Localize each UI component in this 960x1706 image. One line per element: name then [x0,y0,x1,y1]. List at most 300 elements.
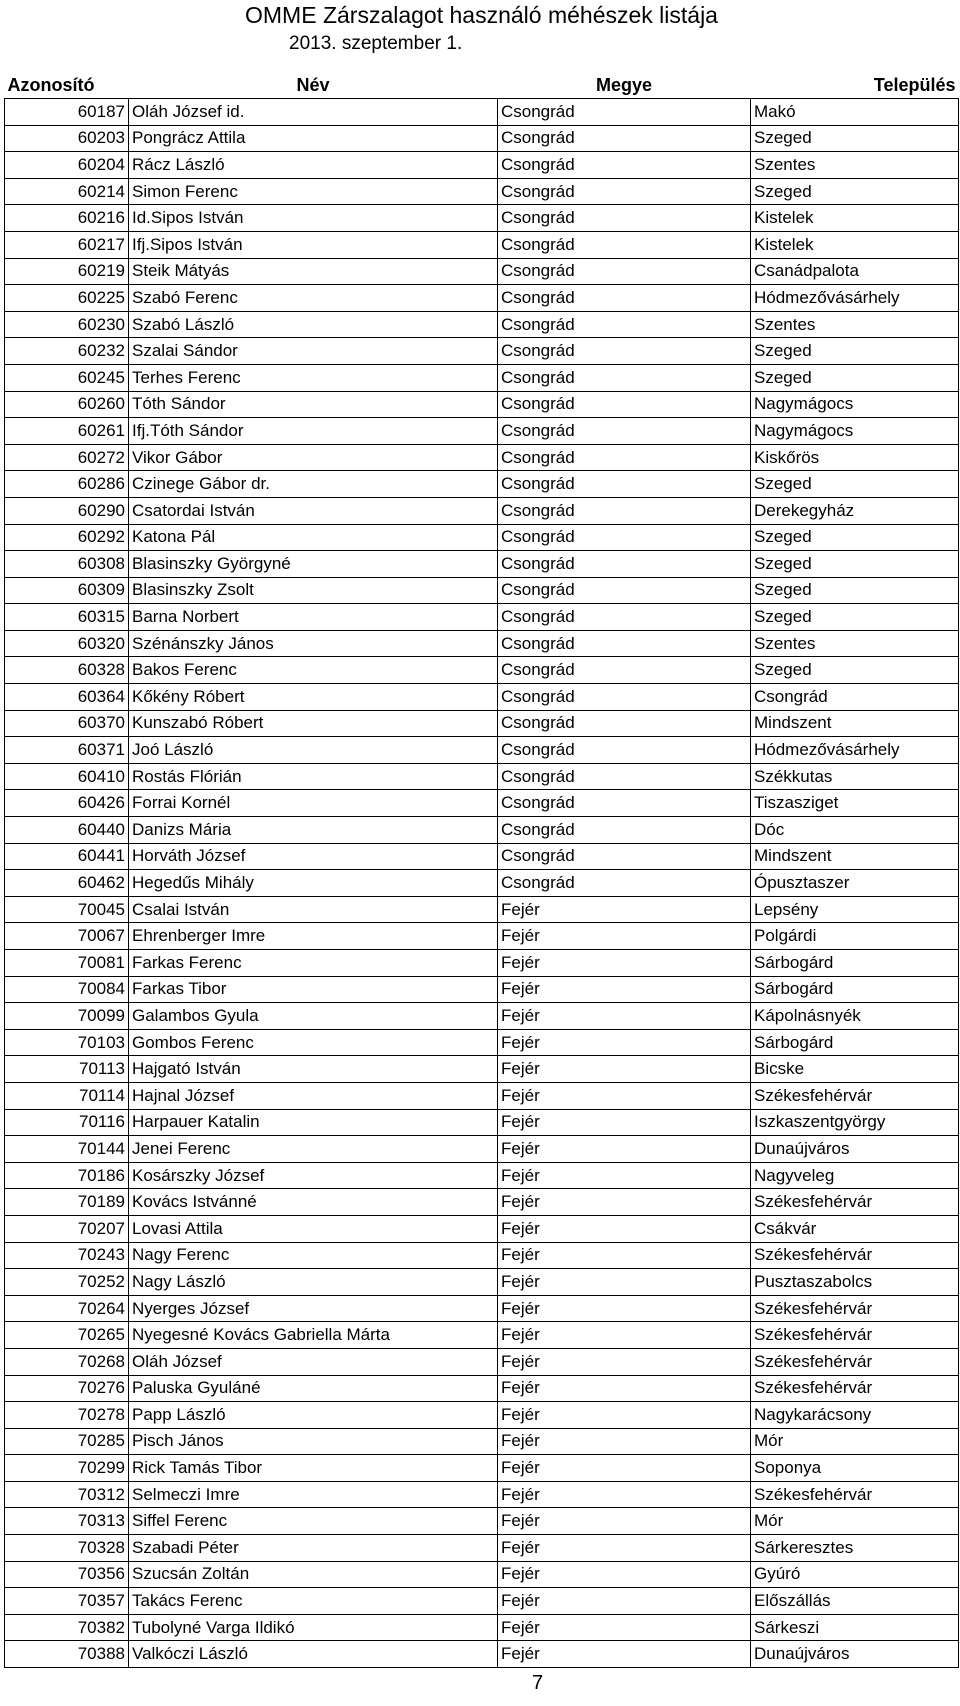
cell-town: Dóc [751,817,959,844]
cell-county: Fejér [498,1082,751,1109]
table-row [5,524,959,551]
cell-id: 60203 [5,125,129,152]
cell-town: Dunaújváros [751,1641,959,1668]
table-row [5,1162,959,1189]
cell-town: Előszállás [751,1588,959,1615]
cell-name: Rácz László [129,152,498,179]
cell-county: Csongrád [498,99,751,126]
cell-town: Székesfehérvár [751,1348,959,1375]
cell-id: 70081 [5,950,129,977]
cell-name: Takács Ferenc [129,1588,498,1615]
cell-id: 70313 [5,1508,129,1535]
table-row [5,1402,959,1429]
cell-county: Fejér [498,1614,751,1641]
cell-county: Csongrád [498,737,751,764]
cell-town: Székesfehérvár [751,1189,959,1216]
cell-name: Ifj.Sipos István [129,231,498,258]
cell-id: 60260 [5,391,129,418]
cell-name: Id.Sipos István [129,205,498,232]
table-row [5,258,959,285]
cell-town: Kápolnásnyék [751,1003,959,1030]
table-row [5,1269,959,1296]
cell-id: 70276 [5,1375,129,1402]
cell-name: Rick Tamás Tibor [129,1455,498,1482]
cell-id: 70388 [5,1641,129,1668]
cell-town: Kistelek [751,231,959,258]
cell-county: Csongrád [498,843,751,870]
table-row [5,418,959,445]
header-row [5,71,959,99]
table-row [5,763,959,790]
cell-county: Csongrád [498,444,751,471]
cell-town: Sárbogárd [751,976,959,1003]
table-row [5,1056,959,1083]
cell-county: Fejér [498,1375,751,1402]
cell-name: Paluska Gyuláné [129,1375,498,1402]
cell-id: 60187 [5,99,129,126]
cell-id: 60225 [5,285,129,312]
table-row [5,1428,959,1455]
cell-county: Fejér [498,1455,751,1482]
table-row [5,1136,959,1163]
table-row [5,1348,959,1375]
table-row [5,1641,959,1668]
cell-county: Fejér [498,1561,751,1588]
cell-name: Kosárszky József [129,1162,498,1189]
table-row [5,790,959,817]
cell-county: Csongrád [498,710,751,737]
cell-county: Csongrád [498,790,751,817]
table-row [5,817,959,844]
cell-town: Tiszasziget [751,790,959,817]
cell-name: Forrai Kornél [129,790,498,817]
cell-town: Hódmezővásárhely [751,737,959,764]
cell-town: Szeged [751,577,959,604]
cell-town: Székesfehérvár [751,1082,959,1109]
table-row [5,657,959,684]
cell-name: Nagy Ferenc [129,1242,498,1269]
table-row [5,338,959,365]
cell-county: Csongrád [498,657,751,684]
cell-name: Valkóczi László [129,1641,498,1668]
cell-id: 60286 [5,471,129,498]
table-row [5,1242,959,1269]
table-row [5,710,959,737]
table-row [5,630,959,657]
cell-county: Csongrád [498,497,751,524]
cell-town: Székesfehérvár [751,1322,959,1349]
cell-town: Szeged [751,125,959,152]
cell-id: 60309 [5,577,129,604]
table-row [5,205,959,232]
table-row [5,444,959,471]
cell-town: Bicske [751,1056,959,1083]
table-row [5,976,959,1003]
table-row [5,152,959,179]
cell-town: Sárkeszi [751,1614,959,1641]
cell-id: 70144 [5,1136,129,1163]
cell-town: Mór [751,1508,959,1535]
cell-name: Blasinszky Zsolt [129,577,498,604]
cell-id: 70207 [5,1215,129,1242]
cell-id: 70116 [5,1109,129,1136]
cell-town: Szentes [751,311,959,338]
cell-town: Szeged [751,604,959,631]
cell-county: Csongrád [498,684,751,711]
table-header [5,71,959,99]
cell-id: 60410 [5,763,129,790]
cell-town: Sárbogárd [751,1029,959,1056]
cell-id: 70268 [5,1348,129,1375]
table-row [5,1082,959,1109]
cell-county: Csongrád [498,258,751,285]
cell-id: 60441 [5,843,129,870]
column-header-county: Megye [595,74,653,95]
cell-county: Csongrád [498,231,751,258]
cell-county: Csongrád [498,178,751,205]
cell-name: Hajgató István [129,1056,498,1083]
cell-county: Fejér [498,1269,751,1296]
cell-name: Tubolyné Varga Ildikó [129,1614,498,1641]
cell-name: Ehrenberger Imre [129,923,498,950]
cell-id: 70243 [5,1242,129,1269]
cell-county: Fejér [498,1508,751,1535]
table-row [5,1003,959,1030]
cell-town: Mindszent [751,843,959,870]
cell-county: Fejér [498,976,751,1003]
cell-town: Szentes [751,152,959,179]
cell-town: Székesfehérvár [751,1481,959,1508]
cell-town: Nagyveleg [751,1162,959,1189]
table-row [5,471,959,498]
cell-id: 60315 [5,604,129,631]
cell-id: 70265 [5,1322,129,1349]
table-row [5,896,959,923]
cell-county: Csongrád [498,311,751,338]
cell-name: Selmeczi Imre [129,1481,498,1508]
cell-town: Pusztaszabolcs [751,1269,959,1296]
cell-id: 70084 [5,976,129,1003]
table-row [5,1295,959,1322]
cell-id: 70099 [5,1003,129,1030]
cell-town: Sárbogárd [751,950,959,977]
cell-id: 60426 [5,790,129,817]
cell-town: Szeged [751,657,959,684]
table-body [5,99,959,1668]
cell-county: Fejér [498,1242,751,1269]
cell-town: Kistelek [751,205,959,232]
table-row [5,923,959,950]
table-row [5,1455,959,1482]
cell-name: Lovasi Attila [129,1215,498,1242]
cell-id: 60232 [5,338,129,365]
cell-town: Soponya [751,1455,959,1482]
table-row [5,684,959,711]
cell-id: 60370 [5,710,129,737]
cell-id: 60371 [5,737,129,764]
cell-id: 70113 [5,1056,129,1083]
cell-id: 70382 [5,1614,129,1641]
cell-name: Gombos Ferenc [129,1029,498,1056]
document-date: 2013. szeptember 1. [289,33,463,54]
cell-id: 60204 [5,152,129,179]
cell-county: Csongrád [498,577,751,604]
table-row [5,1375,959,1402]
cell-county: Csongrád [498,870,751,897]
cell-town: Sárkeresztes [751,1535,959,1562]
cell-town: Iszkaszentgyörgy [751,1109,959,1136]
cell-id: 60290 [5,497,129,524]
cell-name: Szénánszky János [129,630,498,657]
cell-county: Fejér [498,1641,751,1668]
cell-name: Joó László [129,737,498,764]
cell-county: Fejér [498,896,751,923]
cell-county: Csongrád [498,152,751,179]
table-row [5,1109,959,1136]
cell-id: 60328 [5,657,129,684]
cell-county: Fejér [498,1189,751,1216]
cell-id: 70328 [5,1535,129,1562]
cell-name: Csatordai István [129,497,498,524]
cell-county: Csongrád [498,391,751,418]
table-row [5,1029,959,1056]
table-row [5,231,959,258]
cell-id: 60214 [5,178,129,205]
cell-id: 60230 [5,311,129,338]
cell-town: Csákvár [751,1215,959,1242]
table-row [5,950,959,977]
cell-id: 60462 [5,870,129,897]
cell-id: 70357 [5,1588,129,1615]
cell-id: 60320 [5,630,129,657]
cell-name: Kovács Istvánné [129,1189,498,1216]
cell-id: 60245 [5,364,129,391]
cell-id: 60216 [5,205,129,232]
cell-town: Székesfehérvár [751,1375,959,1402]
cell-name: Ifj.Tóth Sándor [129,418,498,445]
cell-town: Ópusztaszer [751,870,959,897]
cell-town: Csongrád [751,684,959,711]
cell-town: Mindszent [751,710,959,737]
cell-name: Nyegesné Kovács Gabriella Márta [129,1322,498,1349]
cell-county: Csongrád [498,551,751,578]
table-row [5,1614,959,1641]
table-row [5,311,959,338]
cell-county: Fejér [498,1402,751,1429]
cell-name: Katona Pál [129,524,498,551]
table-row [5,604,959,631]
cell-id: 70285 [5,1428,129,1455]
cell-county: Csongrád [498,817,751,844]
cell-town: Nagymágocs [751,418,959,445]
cell-id: 60292 [5,524,129,551]
table-row [5,737,959,764]
cell-name: Szabadi Péter [129,1535,498,1562]
table-row [5,1322,959,1349]
cell-name: Blasinszky Györgyné [129,551,498,578]
cell-id: 70114 [5,1082,129,1109]
cell-county: Csongrád [498,418,751,445]
cell-name: Siffel Ferenc [129,1508,498,1535]
cell-county: Fejér [498,1348,751,1375]
cell-id: 60261 [5,418,129,445]
cell-town: Lepsény [751,896,959,923]
table-row [5,1189,959,1216]
cell-name: Rostás Flórián [129,763,498,790]
cell-county: Fejér [498,1056,751,1083]
cell-name: Szabó László [129,311,498,338]
cell-id: 70189 [5,1189,129,1216]
cell-county: Fejér [498,1295,751,1322]
table-row [5,391,959,418]
cell-name: Steik Mátyás [129,258,498,285]
table-row [5,551,959,578]
cell-county: Csongrád [498,604,751,631]
cell-name: Oláh József id. [129,99,498,126]
cell-town: Szeged [751,524,959,551]
cell-name: Hajnal József [129,1082,498,1109]
table-row [5,870,959,897]
cell-county: Fejér [498,1109,751,1136]
cell-name: Kunszabó Róbert [129,710,498,737]
column-header-name: Név [296,74,330,95]
cell-id: 60272 [5,444,129,471]
table-row [5,1215,959,1242]
cell-id: 70278 [5,1402,129,1429]
cell-county: Fejér [498,1322,751,1349]
cell-id: 60219 [5,258,129,285]
cell-name: Pongrácz Attila [129,125,498,152]
cell-county: Fejér [498,1428,751,1455]
beekeeper-table [4,71,959,1668]
cell-name: Czinege Gábor dr. [129,471,498,498]
cell-county: Fejér [498,1535,751,1562]
cell-town: Csanádpalota [751,258,959,285]
table-row [5,178,959,205]
table-row [5,125,959,152]
cell-town: Gyúró [751,1561,959,1588]
cell-county: Csongrád [498,285,751,312]
cell-name: Pisch János [129,1428,498,1455]
cell-town: Makó [751,99,959,126]
cell-county: Fejér [498,1029,751,1056]
cell-name: Kőkény Róbert [129,684,498,711]
table-row [5,843,959,870]
cell-id: 70045 [5,896,129,923]
cell-town: Székesfehérvár [751,1242,959,1269]
cell-id: 70264 [5,1295,129,1322]
cell-town: Szeged [751,364,959,391]
cell-county: Csongrád [498,125,751,152]
cell-town: Hódmezővásárhely [751,285,959,312]
column-header-id: Azonosító [7,74,95,95]
column-header-town: Település [873,74,956,95]
title-text: OMME Zárszalagot használó méhészek listája [245,2,718,28]
cell-county: Fejér [498,1481,751,1508]
table-row [5,1481,959,1508]
cell-id: 70103 [5,1029,129,1056]
page-number: 7 [531,1672,544,1694]
table-row [5,99,959,126]
cell-name: Csalai István [129,896,498,923]
cell-name: Harpauer Katalin [129,1109,498,1136]
cell-name: Papp László [129,1402,498,1429]
cell-town: Szeged [751,178,959,205]
cell-town: Mór [751,1428,959,1455]
cell-town: Székkutas [751,763,959,790]
cell-name: Hegedűs Mihály [129,870,498,897]
cell-county: Csongrád [498,763,751,790]
cell-county: Fejér [498,1215,751,1242]
cell-town: Székesfehérvár [751,1295,959,1322]
cell-name: Horváth József [129,843,498,870]
cell-county: Csongrád [498,630,751,657]
cell-name: Bakos Ferenc [129,657,498,684]
table-row [5,285,959,312]
cell-id: 70356 [5,1561,129,1588]
table-row [5,1561,959,1588]
cell-name: Galambos Gyula [129,1003,498,1030]
cell-name: Simon Ferenc [129,178,498,205]
cell-town: Szeged [751,551,959,578]
cell-county: Csongrád [498,524,751,551]
cell-name: Szalai Sándor [129,338,498,365]
cell-name: Farkas Tibor [129,976,498,1003]
cell-name: Nagy László [129,1269,498,1296]
cell-id: 70312 [5,1481,129,1508]
cell-name: Vikor Gábor [129,444,498,471]
table-row [5,364,959,391]
cell-name: Szabó Ferenc [129,285,498,312]
cell-county: Csongrád [498,471,751,498]
cell-county: Fejér [498,1588,751,1615]
cell-id: 70067 [5,923,129,950]
table-row [5,577,959,604]
cell-county: Fejér [498,1136,751,1163]
cell-id: 70186 [5,1162,129,1189]
cell-county: Fejér [498,923,751,950]
cell-county: Csongrád [498,364,751,391]
cell-town: Polgárdi [751,923,959,950]
cell-id: 70299 [5,1455,129,1482]
cell-id: 60308 [5,551,129,578]
cell-county: Fejér [498,950,751,977]
table-row [5,1588,959,1615]
cell-town: Szeged [751,471,959,498]
table-row [5,497,959,524]
cell-name: Szucsán Zoltán [129,1561,498,1588]
cell-name: Barna Norbert [129,604,498,631]
cell-name: Oláh József [129,1348,498,1375]
cell-name: Nyerges József [129,1295,498,1322]
table-row [5,1508,959,1535]
cell-name: Jenei Ferenc [129,1136,498,1163]
cell-id: 60217 [5,231,129,258]
cell-county: Csongrád [498,205,751,232]
cell-town: Szeged [751,338,959,365]
cell-id: 60440 [5,817,129,844]
cell-town: Kiskőrös [751,444,959,471]
cell-town: Dunaújváros [751,1136,959,1163]
cell-town: Szentes [751,630,959,657]
cell-county: Fejér [498,1162,751,1189]
cell-name: Tóth Sándor [129,391,498,418]
cell-id: 60364 [5,684,129,711]
cell-town: Derekegyház [751,497,959,524]
table-row [5,1535,959,1562]
cell-county: Csongrád [498,338,751,365]
document-title [0,0,960,30]
